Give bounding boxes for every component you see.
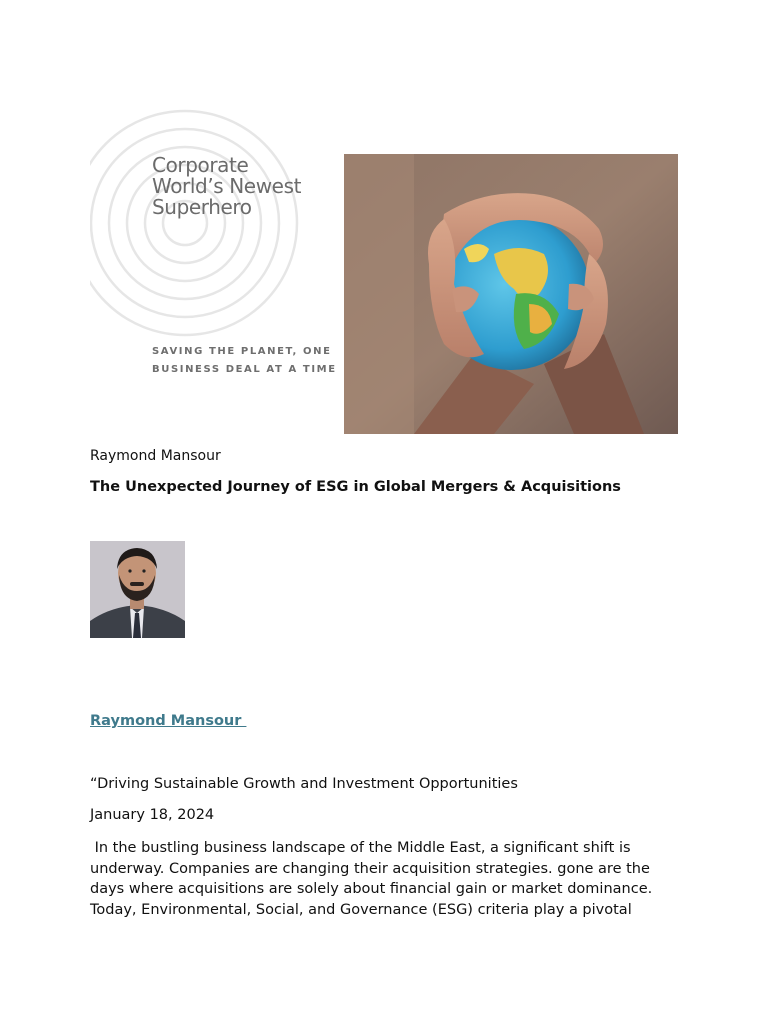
- banner-title-line: World’s Newest: [152, 174, 302, 198]
- body-line: underway. Companies are changing their acquisition strategies. gone are the: [90, 860, 650, 877]
- author-portrait-illustration: [90, 541, 185, 638]
- author-name: Raymond Mansour: [90, 448, 221, 464]
- article-date: January 18, 2024: [90, 807, 215, 823]
- globe-photo-illustration: [344, 154, 678, 434]
- banner-tagline-line: SAVING THE PLANET, ONE: [152, 346, 332, 357]
- body-line: In the bustling business landscape of the Middle East, a significant shift is: [90, 840, 631, 856]
- author-profile-link[interactable]: Raymond Mansour: [90, 713, 247, 729]
- article-headline: The Unexpected Journey of ESG in Global Mergers & Acquisitions: [90, 479, 621, 495]
- body-line: days where acquisitions are solely about financial gain or market dominance.: [90, 881, 653, 897]
- author-avatar: [90, 541, 185, 638]
- banner-tagline: [152, 343, 337, 379]
- body-line: Today, Environmental, Social, and Governance (ESG) criteria play a pivotal: [90, 901, 632, 918]
- banner-graphic: [90, 93, 340, 435]
- header-banner-image: [90, 93, 678, 435]
- hands-holding-globe-photo: [344, 154, 678, 434]
- banner-title-line: Corporate: [152, 153, 249, 177]
- banner-title: [152, 155, 301, 218]
- concentric-rings-graphic: [90, 93, 340, 435]
- article-body: [90, 838, 690, 920]
- banner-tagline-line: BUSINESS DEAL AT A TIME: [152, 364, 337, 375]
- banner-title-line: Superhero: [152, 195, 252, 219]
- article-subtitle: “Driving Sustainable Growth and Investment Opportunities: [90, 776, 518, 792]
